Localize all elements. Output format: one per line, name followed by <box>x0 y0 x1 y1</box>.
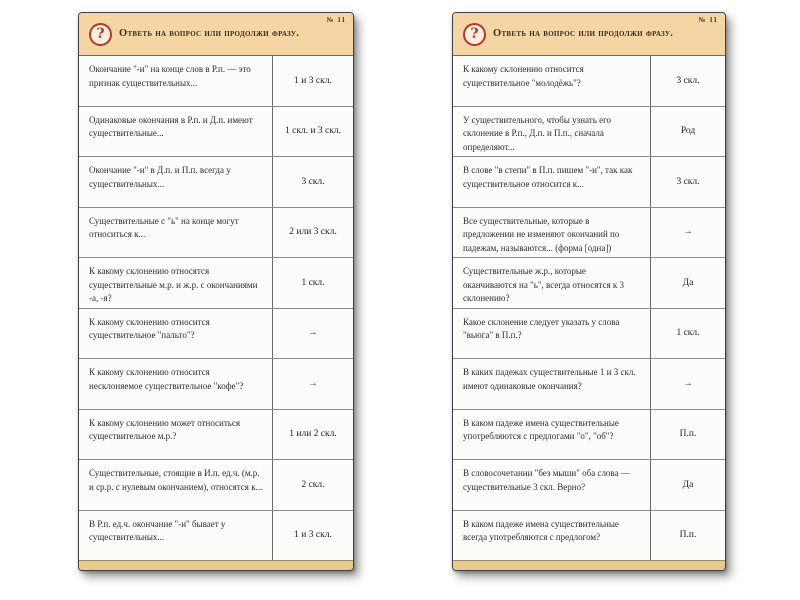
table-row <box>79 56 353 107</box>
answer-cell: Да <box>650 258 725 308</box>
table-row <box>453 359 725 410</box>
card-number-label: № 11 <box>326 16 346 24</box>
table-row <box>453 56 725 107</box>
question-cell: Окончание "-и" в Д.п. и П.п. всегда у существительных... <box>89 165 231 189</box>
answer-cell: П.п. <box>650 410 725 460</box>
answer-cell: → <box>650 208 725 258</box>
question-cell: К какому склонению может относиться существительное м.р.? <box>89 417 241 441</box>
table-row <box>453 157 725 208</box>
answer-cell: 1 или 2 скл. <box>272 410 353 460</box>
table-row <box>453 410 725 461</box>
answer-cell: 1 скл. <box>272 258 353 308</box>
table-row <box>453 309 725 360</box>
table-row <box>453 460 725 511</box>
answer-cell: 1 и 3 скл. <box>272 56 353 106</box>
question-cell: К какому склонению относятся существительные м.р. и ж.р. с окончаниями -а, -я? <box>89 266 258 303</box>
answer-cell: 2 или 3 скл. <box>272 208 353 258</box>
answer-cell: Да <box>650 460 725 510</box>
table-row <box>79 157 353 208</box>
answer-cell: 3 скл. <box>272 157 353 207</box>
card-header <box>453 13 725 56</box>
question-cell: В словосочетании "без мыши" оба слова — существительные 3 скл. Верно? <box>463 468 630 492</box>
question-cell: Все существительные, которые в предложении не изменяют окончаний по падежам, называются... (форма [одна]) <box>463 215 620 253</box>
table-row <box>79 460 353 511</box>
answer-cell: 3 скл. <box>650 56 725 106</box>
question-cell: К какому склонению относится существительное "пальто"? <box>89 316 210 340</box>
question-cell: В каком падеже имена существительные употребляются с предлогами "о", "об"? <box>463 417 619 441</box>
question-cell: Окончание "-и" на конце слов в Р.п. — это признак существительных... <box>89 64 251 88</box>
question-cell: Существительные, стоящие в И.п. ед.ч. (м.р. и ср.р. с нулевым окончанием), относятся к... <box>89 468 263 492</box>
question-cell: Существительные с "ь" на конце могут относиться к... <box>89 215 239 239</box>
question-cell: Одинаковые окончания в Р.п. и Д.п. имеют существительные... <box>89 114 253 138</box>
question-mark-circle-icon: ? <box>463 23 486 46</box>
card-bottom-edge <box>453 560 725 570</box>
answer-cell: П.п. <box>650 511 725 561</box>
table-row <box>79 309 353 360</box>
answer-cell: 1 скл. и 3 скл. <box>272 107 353 157</box>
answer-cell: → <box>272 309 353 359</box>
card-header <box>79 13 353 56</box>
table-row <box>79 410 353 461</box>
card-number-label: № 11 <box>698 16 718 24</box>
question-cell: Существительные ж.р., которые оканчиваются на "ь", всегда относятся к 3 склонению? <box>463 266 624 303</box>
table-row <box>453 107 725 158</box>
card-title: Ответь на вопрос или продолжи фразу. <box>119 28 300 40</box>
answer-cell: Род <box>650 107 725 157</box>
question-cell: В слове "в степи" в П.п. пишем "-и", так как существительное относится к... <box>463 165 633 189</box>
table-row <box>79 208 353 259</box>
answer-cell: 2 скл. <box>272 460 353 510</box>
question-cell: К какому склонению относится несклоняемое существительное "кофе"? <box>89 367 244 391</box>
question-cell: В каких падежах существительные 1 и 3 скл. имеют одинаковые окончания? <box>463 367 636 391</box>
table-row <box>453 511 725 561</box>
answer-cell: 1 скл. <box>650 309 725 359</box>
card-bottom-edge <box>79 560 353 570</box>
quiz-card-left <box>78 12 354 571</box>
table-row <box>79 107 353 158</box>
question-mark-circle-icon: ? <box>89 23 112 46</box>
question-cell: К какому склонению относится существительное "молодёжь"? <box>463 64 584 88</box>
answer-cell: 3 скл. <box>650 157 725 207</box>
question-cell: У существительного, чтобы узнать его склонение в Р.п., Д.п. и П.п., сначала определяют... <box>463 114 612 152</box>
answer-cell: 1 и 3 скл. <box>272 511 353 561</box>
quiz-card-right <box>452 12 726 571</box>
table-row <box>453 208 725 259</box>
table-row <box>79 258 353 309</box>
table-row <box>79 511 353 561</box>
question-cell: Какое склонение следует указать у слова "вьюга" в П.п.? <box>463 316 620 340</box>
table-row <box>453 258 725 309</box>
question-cell: В каком падеже имена существительные всегда употребляются с предлогом? <box>463 518 619 542</box>
answer-cell: → <box>650 359 725 409</box>
card-title: Ответь на вопрос или продолжи фразу. <box>493 28 674 40</box>
question-table <box>79 56 353 560</box>
table-row <box>79 359 353 410</box>
answer-cell: → <box>272 359 353 409</box>
question-cell: В Р.п. ед.ч. окончание "-и" бывает у существительных... <box>89 518 226 542</box>
question-table <box>453 56 725 560</box>
